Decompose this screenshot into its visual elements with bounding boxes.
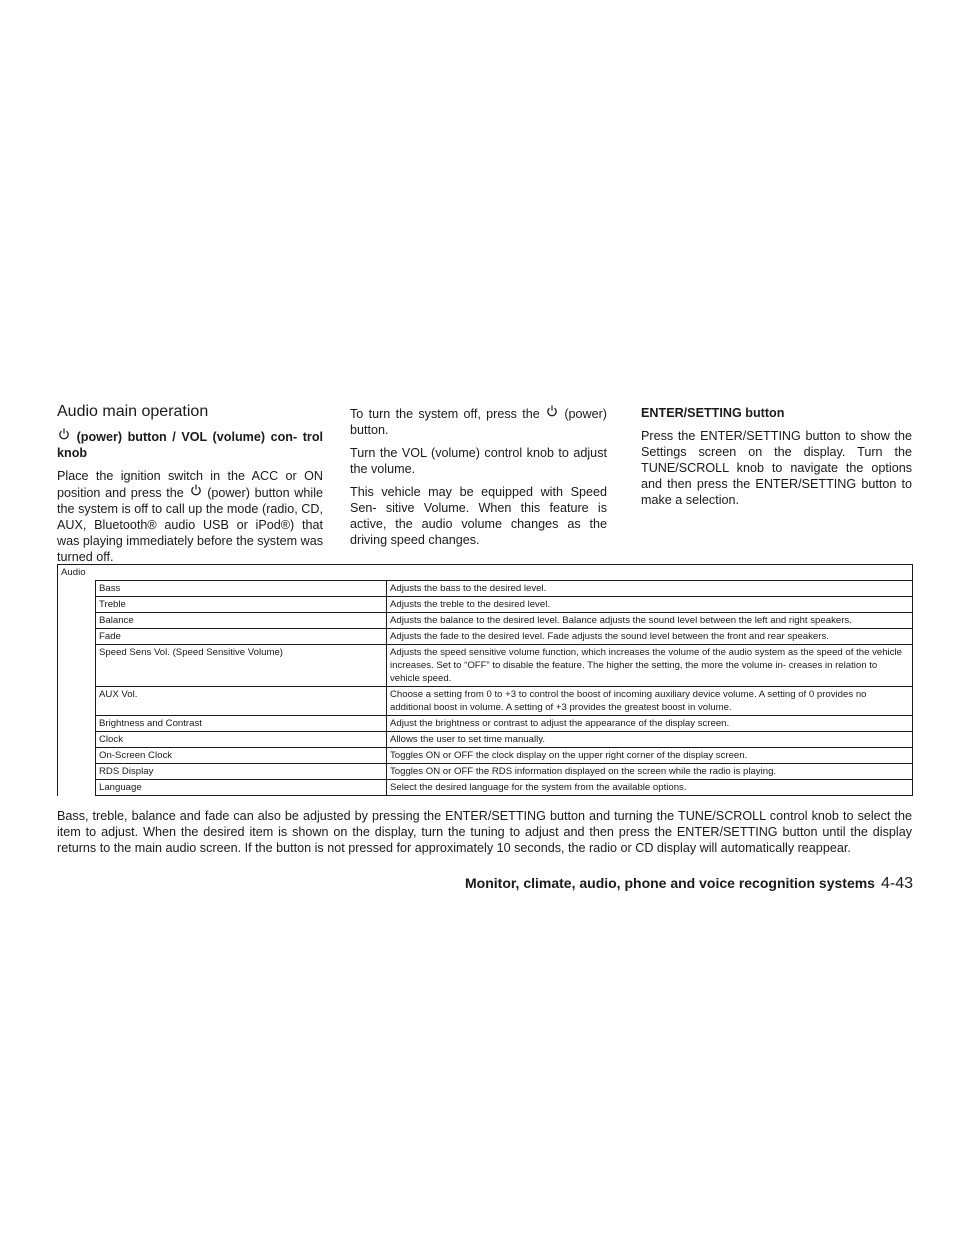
table-row <box>58 645 913 687</box>
table-indent-cell <box>58 597 96 613</box>
table-indent-cell <box>58 716 96 732</box>
table-header-row <box>58 565 913 581</box>
table-row <box>58 780 913 796</box>
power-button-subhead-text: (power) button / VOL (volume) con- trol knob <box>57 430 324 460</box>
setting-name: On-Screen Clock <box>96 748 387 764</box>
paragraph-text: To turn the system off, press the <box>350 407 540 421</box>
turn-off-paragraph <box>350 405 607 438</box>
page-footer <box>465 875 913 893</box>
audio-settings-table <box>57 564 913 796</box>
setting-name: Language <box>96 780 387 796</box>
setting-description: Adjusts the bass to the desired level. <box>387 581 913 597</box>
table-indent-cell <box>58 732 96 748</box>
table-indent-cell <box>58 764 96 780</box>
table-indent-cell <box>58 780 96 796</box>
setting-name: Treble <box>96 597 387 613</box>
table-indent-cell <box>58 687 96 716</box>
table-row <box>58 764 913 780</box>
speed-sensitive-paragraph: This vehicle may be equipped with Speed Sen- sitive Volume. When this feature is active, the audio volume changes as the driving speed changes. <box>350 485 607 547</box>
adjustment-paragraph: Bass, treble, balance and fade can also be adjusted by pressing the ENTER/SETTING button and turning the TUNE/SCROLL control knob to select the item to adjust. When the desired item is shown on the display, turn the tuning to adjust and then press the ENTER/SETTING button until the display returns to the main audio screen. If the button is not pressed for approximately 10 seconds, the radio or CD display will automatically reappear. <box>57 809 912 855</box>
table-indent-cell <box>58 748 96 764</box>
table-row <box>58 716 913 732</box>
setting-description: Adjusts the balance to the desired level. Balance adjusts the sound level between the left and right speakers. <box>387 613 913 629</box>
enter-setting-subhead: ENTER/SETTING button <box>641 406 785 420</box>
column-2 <box>350 405 607 555</box>
setting-name: Speed Sens Vol. (Speed Sensitive Volume) <box>96 645 387 687</box>
volume-paragraph: Turn the VOL (volume) control knob to adjust the volume. <box>350 446 607 476</box>
table-row <box>58 629 913 645</box>
setting-description: Select the desired language for the system from the available options. <box>387 780 913 796</box>
table-row <box>58 581 913 597</box>
column-3 <box>641 405 912 515</box>
table-row <box>58 748 913 764</box>
setting-description: Choose a setting from 0 to +3 to control the boost of incoming auxiliary device volume. A setting of 0 provides no additional boost in volume. A setting of +3 provides the greatest boost in volume. <box>387 687 913 716</box>
power-icon <box>57 428 71 440</box>
setting-name: Clock <box>96 732 387 748</box>
setting-description: Toggles ON or OFF the RDS information displayed on the screen while the radio is playing. <box>387 764 913 780</box>
table-indent-cell <box>58 645 96 687</box>
setting-name: RDS Display <box>96 764 387 780</box>
power-button-paragraph <box>57 468 323 565</box>
setting-description: Adjust the brightness or contrast to adjust the appearance of the display screen. <box>387 716 913 732</box>
table-root-label: Audio <box>58 565 913 581</box>
table-row <box>58 613 913 629</box>
paragraph-text: (power) button. <box>350 407 608 437</box>
power-button-subhead <box>57 428 323 461</box>
setting-description: Adjusts the treble to the desired level. <box>387 597 913 613</box>
setting-name: Balance <box>96 613 387 629</box>
paragraph-text: (power) button while the system is off to call up the mode (radio, CD, AUX, Bluetooth® audio USB or iPod®) that was playing immediately before the system was turned off. <box>57 486 324 564</box>
footer-chapter-title: Monitor, climate, audio, phone and voice recognition systems <box>465 875 875 891</box>
power-icon <box>189 484 203 496</box>
setting-description: Adjusts the speed sensitive volume function, which increases the volume of the audio system as the speed of the vehicle increases. Set to “OFF” to disable the feature. The higher the setting, the more the volume in- creases in relation to vehicle speed. <box>387 645 913 687</box>
column-1 <box>57 428 323 572</box>
setting-name: Brightness and Contrast <box>96 716 387 732</box>
page-number: 4-43 <box>880 875 913 892</box>
table-row <box>58 732 913 748</box>
enter-setting-paragraph: Press the ENTER/SETTING button to show the Settings screen on the display. Turn the TUNE/SCROLL knob to navigate the options and then press the ENTER/SETTING button to make a selection. <box>641 429 912 507</box>
power-icon <box>545 405 559 417</box>
section-title: Audio main operation <box>57 403 209 420</box>
table-row <box>58 687 913 716</box>
setting-name: Bass <box>96 581 387 597</box>
table-indent-cell <box>58 581 96 597</box>
setting-description: Toggles ON or OFF the clock display on the upper right corner of the display screen. <box>387 748 913 764</box>
setting-description: Adjusts the fade to the desired level. Fade adjusts the sound level between the front and rear speakers. <box>387 629 913 645</box>
paragraph-text: Place the ignition switch in the ACC or ON position and press the <box>57 469 323 500</box>
setting-name: Fade <box>96 629 387 645</box>
table-row <box>58 597 913 613</box>
setting-name: AUX Vol. <box>96 687 387 716</box>
table-indent-cell <box>58 629 96 645</box>
setting-description: Allows the user to set time manually. <box>387 732 913 748</box>
table-indent-cell <box>58 613 96 629</box>
